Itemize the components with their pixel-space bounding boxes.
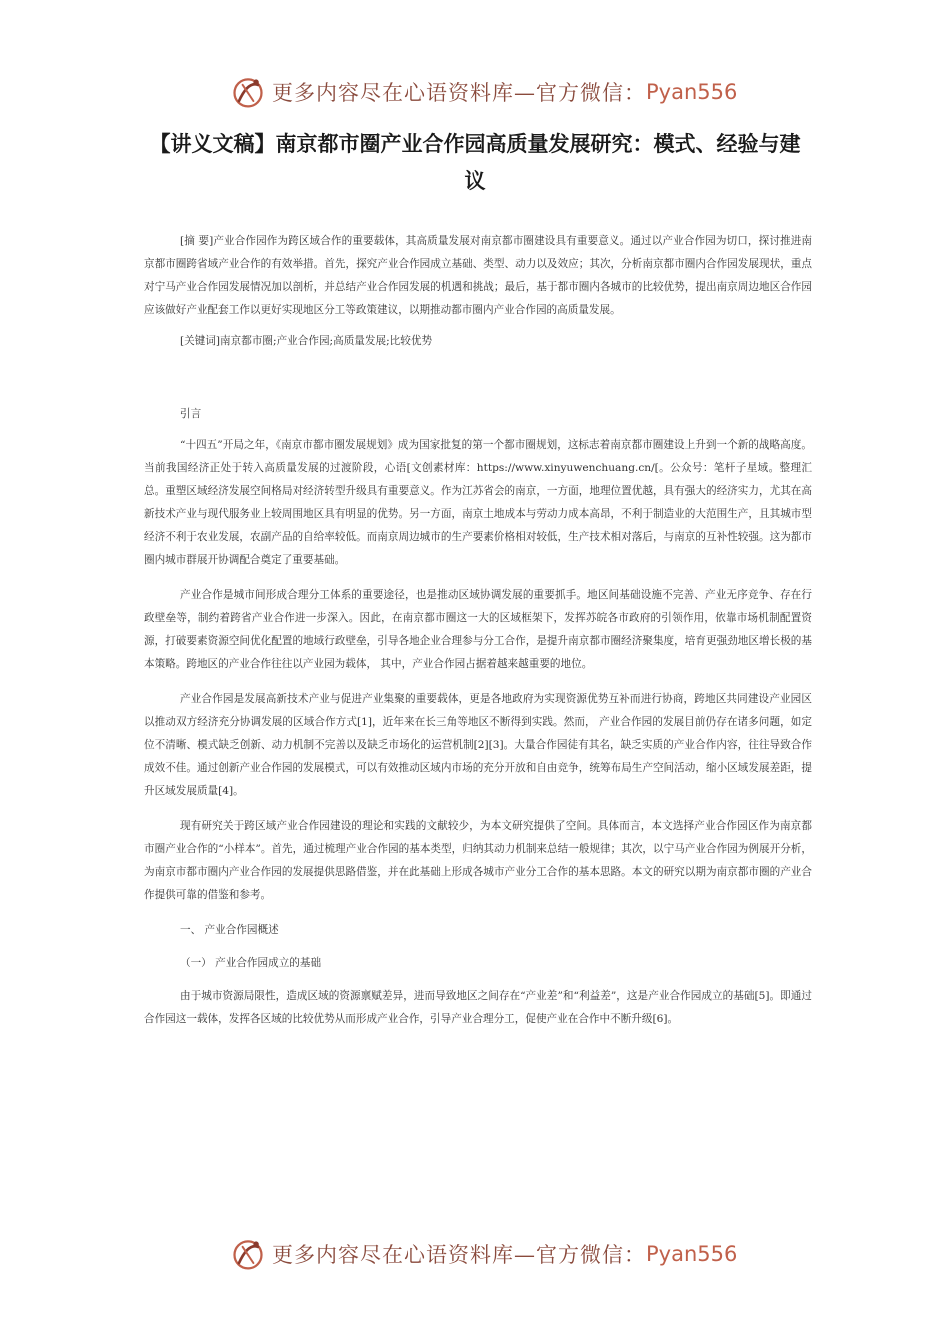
document-title: 【讲义文稿】南京都市圈产业合作园高质量发展研究：模式、经验与建议 [149,132,801,193]
bottom-banner [230,1232,750,1276]
document-body [144,230,812,1043]
banner-contact: Pyan556 [646,1242,738,1266]
paragraph: “十四五”开局之年，《南京市都市圈发展规划》成为国家批复的第一个都市圈规划，这标志着南京都市圈建设上升到一个新的战略高度。当前我国经济正处于转入高质量发展的过渡阶段，心语[文创素材库：https://www.xinyuwenchuang.cn/[。公众号：笔杆子星域。整理汇总。重塑区域经济发展空间格局对经济转型升级具有重要意义。作为江苏省会的南京，一方面，地理位置优越，具有强大的经济实力，尤其在高新技术产业与现代服务业上较周围地区具有明显的优势。另一方面，南京土地成本与劳动力成本高昂，不利于制造业的大范围生产，且其城市型经济不利于农业发展，农副产品的自给率较低。而南京周边城市的生产要素价格相对较低，生产技术相对落后，与南京的互补性较强。这为都市圈内城市群展开协调配合奠定了重要基础。 [144,439,812,566]
paragraph: 现有研究关于跨区域产业合作园建设的理论和实践的文献较少，为本文研究提供了空间。具体而言，本文选择产业合作园区作为南京都市圈产业合作的“小样本”。首先，通过梳理产业合作园的基本类型，归纳其动力机制来总结一般规律；其次，以宁马产业合作园为例展开分析，为南京市都市圈内产业合作园的发展提供思路借鉴，并在此基础上形成各城市产业分工合作的基本思路。本文的研究以期为南京都市圈的产业合作提供可靠的借鉴和参考。 [144,820,812,901]
abstract: [摘 要]产业合作园作为跨区域合作的重要载体，其高质量发展对南京都市圈建设具有重要意义。通过以产业合作园为切口，探讨推进南京都市圈跨省域产业合作的有效举措。首先，探究产业合作园成立基础、类型、动力以及效应；其次，分析南京都市圈内合作园发展现状，重点对宁马产业合作园发展情况加以剖析，并总结产业合作园发展的机遇和挑战；最后，基于都市圈内各城市的比较优势，提出南京周边地区合作园应该做好产业配套工作以更好实现地区分工等政策建议，以期推动都市圈内产业合作园的高质量发展。 [144,235,812,316]
keywords: [关键词]南京都市圈;产业合作园;高质量发展;比较优势 [180,335,433,347]
subsection-heading: （一） 产业合作园成立的基础 [180,957,322,969]
brand-logo-icon [230,1236,266,1272]
paragraph: 产业合作是城市间形成合理分工体系的重要途径，也是推动区域协调发展的重要抓手。地区间基础设施不完善、产业无序竞争、存在行政壁垒等，制约着跨省产业合作进一步深入。因此，在南京都市圈这一大的区域框架下，发挥苏皖各市政府的引领作用，依靠市场机制配置资源，打破要素资源空间优化配置的地域行政壁垒，引导各地企业合理参与分工合作，是提升南京都市圈经济聚集度，培育更强劲地区增长极的基本策略。跨地区的产业合作往往以产业园为载体， 其中，产业合作园占据着越来越重要的地位。 [144,589,812,670]
paragraph: 产业合作园是发展高新技术产业与促进产业集聚的重要载体，更是各地政府为实现资源优势互补而进行协商，跨地区共同建设产业园区以推动双方经济充分协调发展的区域合作方式[1]，近年来在长三角等地区不断得到实践。然而， 产业合作园的发展目前仍存在诸多问题，如定位不清晰、模式缺乏创新、动力机制不完善以及缺乏市场化的运营机制[2][3]。大量合作园徒有其名，缺乏实质的产业合作内容，往往导致合作成效不佳。通过创新产业合作园的发展模式，可以有效推动区域内市场的充分开放和自由竞争，统筹布局生产空间活动，缩小区域发展差距，提升区域发展质量[4]。 [144,693,812,797]
banner-text: 更多内容尽在心语资料库—官方微信： [272,81,646,105]
top-banner [230,70,750,114]
banner-contact: Pyan556 [646,80,738,104]
paragraph: 由于城市资源局限性，造成区域的资源禀赋差异，进而导致地区之间存在“产业差”和“利益差”，这是产业合作园成立的基础[5]。即通过合作园这一载体，发挥各区域的比较优势从而形成产业合作，引导产业合理分工，促使产业在合作中不断升级[6]。 [144,990,812,1025]
banner-text: 更多内容尽在心语资料库—官方微信： [272,1243,646,1267]
intro-heading: 引言 [180,408,202,420]
brand-logo-icon [230,74,266,110]
section-heading: 一、 产业合作园概述 [180,924,279,936]
